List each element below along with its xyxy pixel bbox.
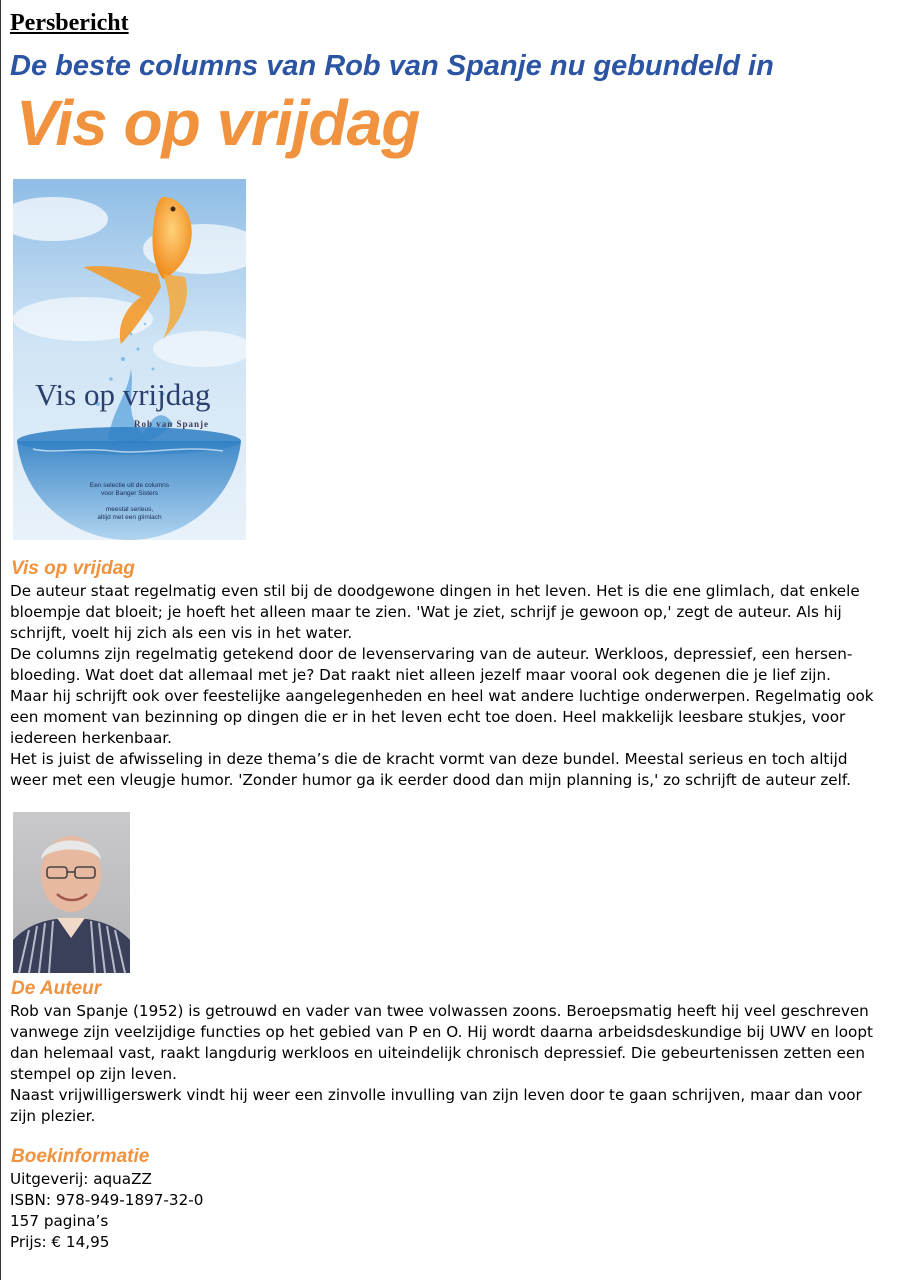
book-info-heading: Boekinformatie — [11, 1146, 150, 1167]
author-bio-line: stempel op zijn leven. — [10, 1065, 178, 1083]
author-portrait — [13, 812, 130, 973]
author-bio-line: dan helemaal vast, raakt langdurig werkloos en uiteindelijk chronisch depressief. Die gebeurtenissen zetten een — [10, 1044, 865, 1062]
book-description — [10, 581, 890, 791]
publisher: Uitgeverij: aquaZZ — [10, 1170, 152, 1188]
cover-author: Rob van Spanje — [134, 419, 210, 429]
book-description-line: schrijft, voelt hij zich als een vis in het water. — [10, 624, 353, 642]
book-info — [10, 1169, 890, 1253]
book-cover-image — [13, 179, 246, 540]
book-description-line: weer met een vleugje humor. 'Zonder humor ga ik eerder dood dan mijn planning is,' zo schrijft de auteur zelf. — [10, 771, 851, 789]
author-photo — [13, 812, 130, 973]
isbn: ISBN: 978-949-1897-32-0 — [10, 1191, 204, 1209]
book-title-large: Vis op vrijdag — [16, 87, 420, 159]
book-description-line: een moment van bezinning op dingen die er in het leven echt toe doen. Heel makkelijk leesbare stukjes, voor — [10, 708, 846, 726]
price: Prijs: € 14,95 — [10, 1233, 110, 1251]
book-description-line: bloeding. Wat doet dat allemaal met je? Dat raakt niet alleen jezelf maar vooral ook degenen die je lief zijn. — [10, 666, 831, 684]
book-section-heading: Vis op vrijdag — [11, 558, 135, 579]
book-description-line: bloempje dat bloeit; je hoeft het alleen maar te zien. 'Wat je ziet, schrijf je gewoon op,' zegt de auteur. Als hij — [10, 603, 842, 621]
author-bio-line: zijn plezier. — [10, 1107, 96, 1125]
book-description-line: Maar hij schrijft ook over feestelijke aangelegenheden en heel wat andere luchtige onderwerpen. Regelmatig ook — [10, 687, 874, 705]
author-bio-line: Rob van Spanje (1952) is getrouwd en vader van twee volwassen zoons. Beroepsmatig heeft hij veel geschreven — [10, 1002, 869, 1020]
book-description-line: De auteur staat regelmatig even stil bij de doodgewone dingen in het leven. Het is die ene glimlach, dat enkele — [10, 582, 860, 600]
cover-subtitle-line: voor Banger Sisters — [100, 490, 159, 497]
author-section-heading: De Auteur — [11, 978, 102, 999]
author-bio-line: vanwege zijn veelzijdige functies op het gebied van P en O. Hij wordt daarna arbeidsdeskundige bij UWV en loopt — [10, 1023, 873, 1041]
author-biography — [10, 1001, 890, 1127]
cover-title: Vis op vrijdag — [35, 377, 211, 412]
cover-subtitle-line: altijd met een glimlach — [97, 514, 162, 521]
book-description-line: iedereen herkenbaar. — [10, 729, 172, 747]
page-left-border — [0, 0, 1, 1280]
cover-subtitle-line: meestal serieus, — [105, 506, 154, 513]
book-description-line: De columns zijn regelmatig getekend door de levenservaring van de auteur. Werkloos, depressief, een hersen- — [10, 645, 853, 663]
page-count: 157 pagina’s — [10, 1212, 109, 1230]
press-release-label: Persbericht — [10, 10, 129, 36]
headline: De beste columns van Rob van Spanje nu gebundeld in — [10, 50, 774, 82]
cover-subtitle-line: Een selectie uit de columns — [89, 482, 170, 489]
book-description-line: Het is juist de afwisseling in deze thema’s die de kracht vormt van deze bundel. Meestal serieus en toch altijd — [10, 750, 848, 768]
author-bio-line: Naast vrijwilligerswerk vindt hij weer een zinvolle invulling van zijn leven door te gaan schrijven, maar dan voor — [10, 1086, 862, 1104]
